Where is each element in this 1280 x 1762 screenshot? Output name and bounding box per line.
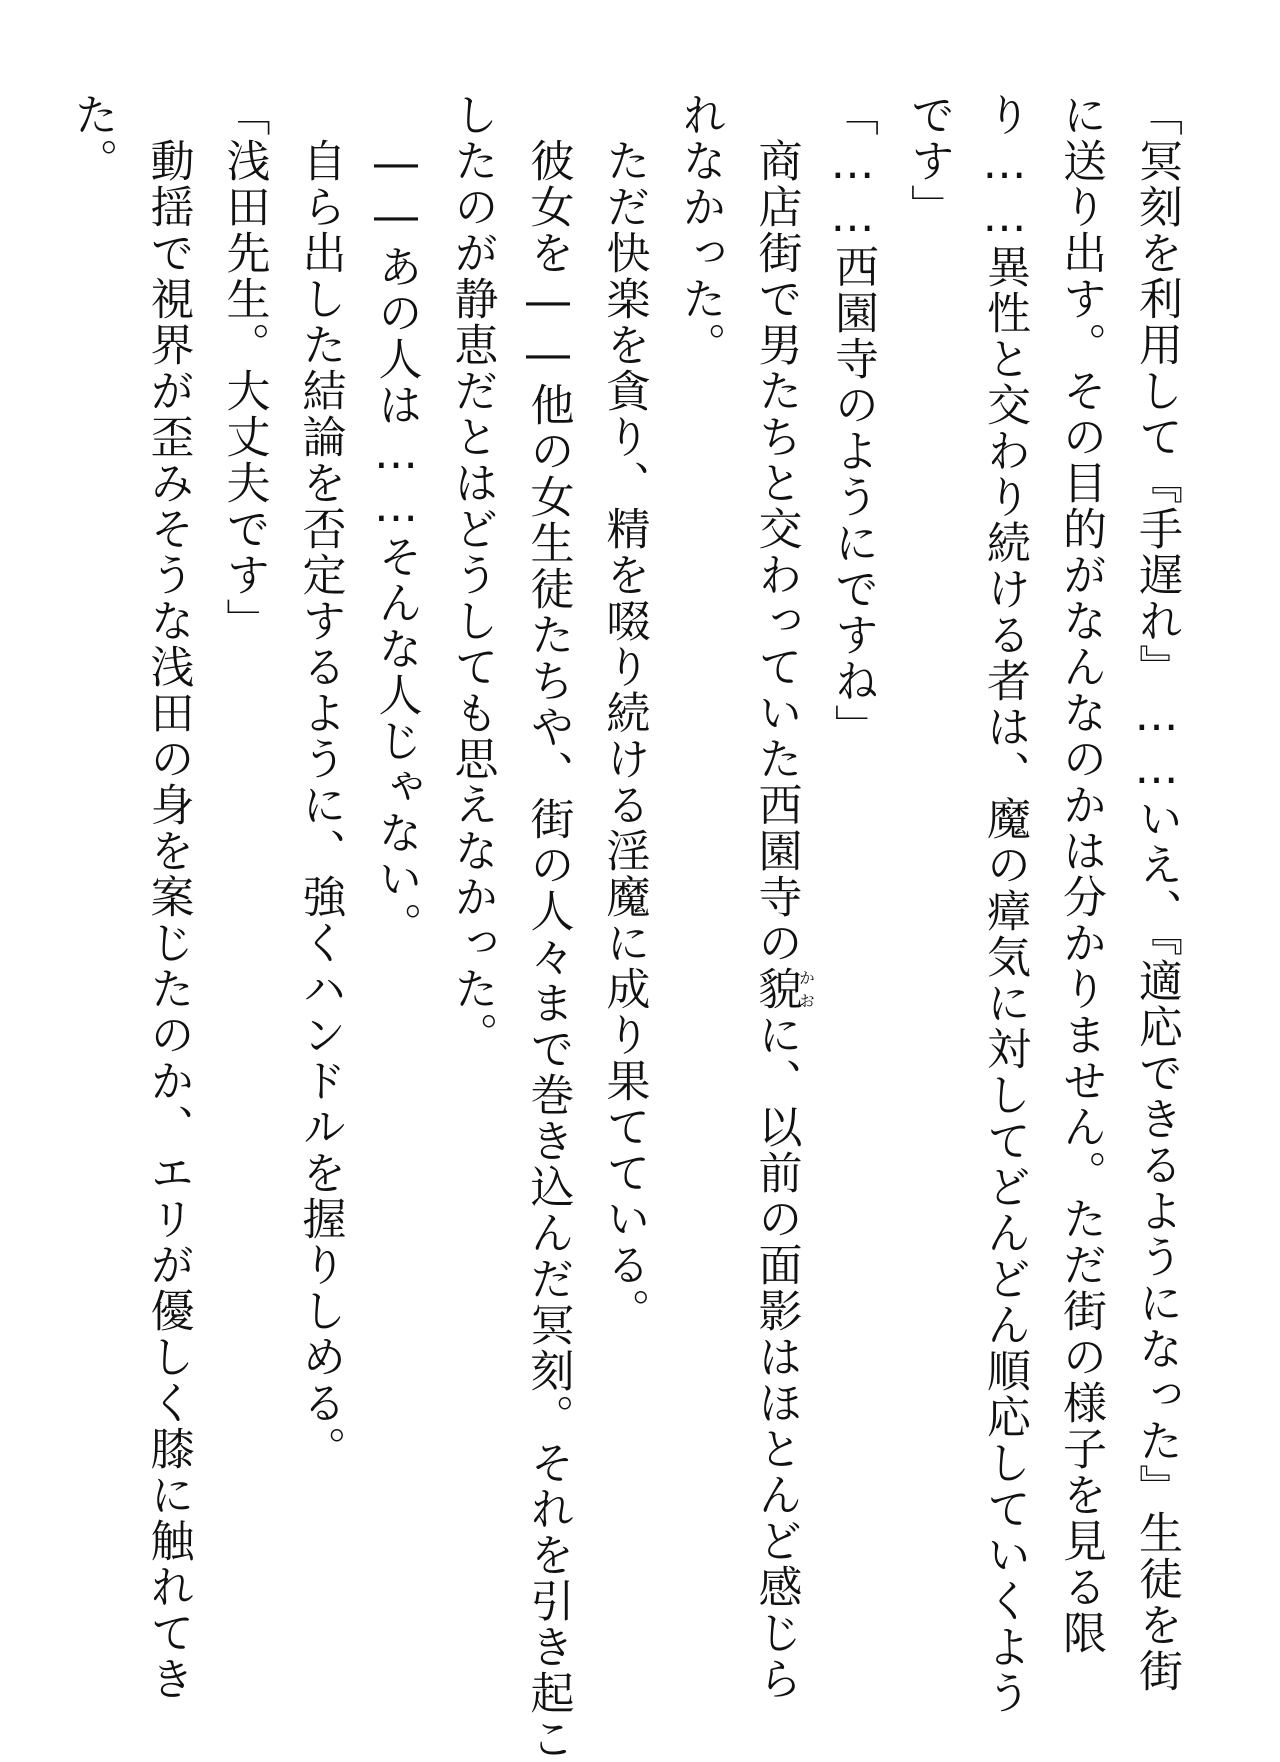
ruby-base: 貌 — [750, 966, 802, 1012]
text-line: 動揺で視界が歪みそうな浅田の身を案じたのか、エリが優しく膝に触れてき — [142, 92, 194, 1702]
text-line: れなかった。 — [674, 92, 726, 368]
text-line: です」 — [903, 92, 954, 230]
text-line: ただ快楽を貪り、精を啜り続ける淫魔に成り果てている。 — [598, 92, 650, 1334]
text-segment: 商店街で男たちと交わっていた西園寺の — [750, 92, 802, 966]
ruby-reading: かお — [796, 966, 816, 1012]
text-line: ――あの人は……そんな人じゃない。 — [370, 92, 422, 948]
text-line: 「冥刻を利用して『手遅れ』……いえ、『適応できるようになった』生徒を街 — [1131, 92, 1182, 1694]
text-line: に送り出す。その目的がなんなのかは分かりません。ただ街の様子を見る限 — [1055, 92, 1106, 1656]
text-line: た。 — [66, 92, 118, 184]
vertical-text-body — [54, 92, 1195, 1762]
text-line: 「浅田先生。大丈夫です」 — [218, 92, 270, 644]
text-line: 彼女を――他の女生徒たちや、街の人々まで巻き込んだ冥刻。それを引き起こ — [522, 92, 574, 1762]
text-line: したのが静恵だとはどうしても思えなかった。 — [446, 92, 498, 1058]
ruby-annotation — [750, 966, 816, 1012]
text-line: 「……西園寺のようにですね」 — [827, 92, 878, 750]
text-line: 自ら出した結論を否定するように、強くハンドルを握りしめる。 — [294, 92, 346, 1472]
text-segment: に、以前の面影はほとんど感じら — [750, 1012, 802, 1702]
text-line: り……異性と交わり続ける者は、魔の瘴気に対してどんどん順応していくよう — [979, 92, 1030, 1716]
text-line-with-ruby — [738, 92, 816, 1702]
